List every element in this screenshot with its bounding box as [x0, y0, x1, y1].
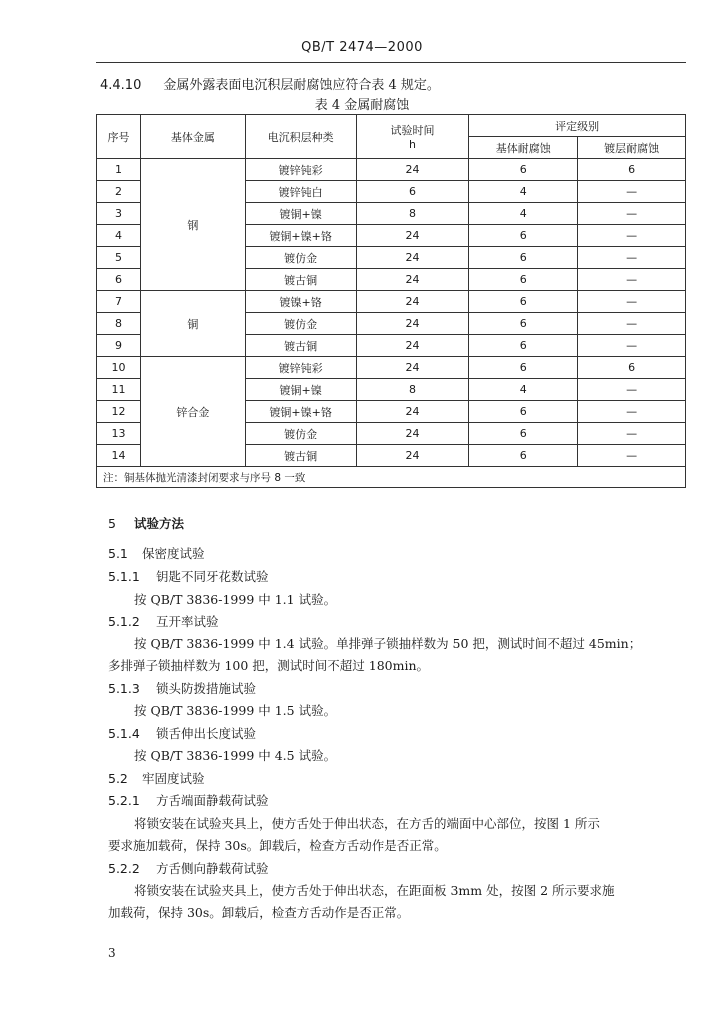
- section-number: 5.1.2: [108, 614, 140, 629]
- cell-coating-rating: 6: [578, 159, 686, 181]
- section-heading: [108, 544, 205, 562]
- corrosion-table: [96, 114, 686, 488]
- cell-seq: 3: [97, 203, 141, 225]
- cell-seq: 5: [97, 247, 141, 269]
- page-header: QB/T 2474—2000: [301, 40, 423, 55]
- cell-coating-rating: —: [578, 269, 686, 291]
- cell-coating: 镀古铜: [245, 269, 356, 291]
- section-title: 互开率试验: [156, 614, 219, 629]
- section-number: 5.1.3: [108, 681, 140, 696]
- table-row: [97, 291, 686, 313]
- cell-seq: 8: [97, 313, 141, 335]
- section-number: 5.2.2: [108, 861, 140, 876]
- section-title: 牢固度试验: [142, 771, 205, 786]
- paragraph-line: 按 QB/T 3836-1999 中 1.4 试验。单排弹子锁抽样数为 50 把，测试时间不超过 45min；: [134, 636, 642, 651]
- section-title: 锁头防拨措施试验: [156, 681, 257, 696]
- paragraph-line: 按 QB/T 3836-1999 中 1.5 试验。: [134, 703, 337, 718]
- clause-text: 金属外露表面电沉积层耐腐蚀应符合表 4 规定。: [163, 78, 440, 93]
- cell-base-rating: 6: [469, 225, 578, 247]
- clause-number: 4.4.10: [100, 78, 142, 93]
- section-title: 保密度试验: [142, 546, 205, 561]
- cell-seq: 9: [97, 335, 141, 357]
- cell-base-rating: 6: [469, 401, 578, 423]
- cell-time: 8: [356, 379, 469, 401]
- cell-coating: 镀锌钝白: [245, 181, 356, 203]
- table-row: [97, 159, 686, 181]
- section-title: 方舌端面静载荷试验: [156, 793, 269, 808]
- cell-coating: 镀铜+镍+铬: [245, 225, 356, 247]
- cell-coating-rating: —: [578, 379, 686, 401]
- cell-base-rating: 6: [469, 423, 578, 445]
- section-heading: [108, 567, 269, 585]
- paragraph-line: 多排弹子锁抽样数为 100 把，测试时间不超过 180min。: [108, 658, 430, 673]
- cell-coating: 镀镍+铬: [245, 291, 356, 313]
- cell-coating: 镀仿金: [245, 313, 356, 335]
- cell-coating-rating: —: [578, 181, 686, 203]
- cell-seq: 12: [97, 401, 141, 423]
- cell-coating: 镀铜+镍: [245, 203, 356, 225]
- cell-seq: 7: [97, 291, 141, 313]
- section-number: 5.2: [108, 771, 128, 786]
- cell-time: 24: [356, 291, 469, 313]
- paragraph-line: 按 QB/T 3836-1999 中 1.1 试验。: [134, 592, 337, 607]
- cell-base-metal: 钢: [140, 159, 245, 291]
- cell-coating-rating: —: [578, 291, 686, 313]
- cell-base-metal: 铜: [140, 291, 245, 357]
- cell-time: 24: [356, 269, 469, 291]
- header-test-time: [356, 115, 469, 159]
- cell-coating: 镀锌钝彩: [245, 159, 356, 181]
- table-row: [97, 357, 686, 379]
- cell-coating: 镀铜+镍: [245, 379, 356, 401]
- table-body: [97, 159, 686, 467]
- cell-seq: 10: [97, 357, 141, 379]
- section-heading: [108, 612, 219, 630]
- cell-seq: 1: [97, 159, 141, 181]
- cell-coating-rating: —: [578, 401, 686, 423]
- table-note: 注：铜基体抛光清漆封闭要求与序号 8 一致: [97, 467, 686, 488]
- cell-coating-rating: —: [578, 313, 686, 335]
- section-heading: [108, 724, 256, 742]
- cell-coating-rating: 6: [578, 357, 686, 379]
- paragraph-line: 将锁安装在试验夹具上，使方舌处于伸出状态，在距面板 3mm 处，按图 2 所示要求施: [134, 883, 615, 898]
- paragraph-line: 要求施加载荷，保持 30s。卸载后，检查方舌动作是否正常。: [108, 838, 447, 853]
- section-number: 5: [108, 516, 116, 531]
- cell-coating-rating: —: [578, 445, 686, 467]
- section-heading: [108, 769, 205, 787]
- cell-base-rating: 6: [469, 269, 578, 291]
- cell-seq: 6: [97, 269, 141, 291]
- cell-time: 24: [356, 401, 469, 423]
- header-rating: 评定级别: [469, 115, 686, 137]
- cell-coating: 镀仿金: [245, 423, 356, 445]
- header-base-metal: 基体金属: [140, 115, 245, 159]
- header-test-time-unit: h: [408, 138, 416, 151]
- cell-base-rating: 4: [469, 181, 578, 203]
- cell-base-rating: 6: [469, 335, 578, 357]
- cell-seq: 4: [97, 225, 141, 247]
- cell-seq: 11: [97, 379, 141, 401]
- header-coating-type: 电沉积层种类: [245, 115, 356, 159]
- cell-coating: 镀仿金: [245, 247, 356, 269]
- header-base-corrosion: 基体耐腐蚀: [469, 137, 578, 159]
- cell-base-rating: 6: [469, 445, 578, 467]
- section-number: 5.2.1: [108, 793, 140, 808]
- cell-base-rating: 6: [469, 291, 578, 313]
- cell-base-rating: 4: [469, 379, 578, 401]
- header-test-time-label: 试验时间: [390, 124, 435, 137]
- cell-coating: 镀古铜: [245, 335, 356, 357]
- cell-seq: 13: [97, 423, 141, 445]
- paragraph-line: 加载荷，保持 30s。卸载后，检查方舌动作是否正常。: [108, 905, 410, 920]
- paragraph-line: 将锁安装在试验夹具上，使方舌处于伸出状态，在方舌的端面中心部位，按图 1 所示: [134, 816, 600, 831]
- cell-coating-rating: —: [578, 225, 686, 247]
- clause-4-4-10: [100, 74, 440, 93]
- cell-seq: 14: [97, 445, 141, 467]
- cell-time: 24: [356, 423, 469, 445]
- section-number: 5.1.4: [108, 726, 140, 741]
- section-heading: [108, 514, 184, 532]
- cell-coating-rating: —: [578, 335, 686, 357]
- section-number: 5.1: [108, 546, 128, 561]
- header-coating-corrosion: 镀层耐腐蚀: [578, 137, 686, 159]
- paragraph-line: 按 QB/T 3836-1999 中 4.5 试验。: [134, 748, 337, 763]
- cell-coating: 镀铜+镍+铬: [245, 401, 356, 423]
- cell-coating-rating: —: [578, 423, 686, 445]
- cell-base-rating: 6: [469, 313, 578, 335]
- section-title: 试验方法: [134, 516, 185, 531]
- cell-base-rating: 6: [469, 159, 578, 181]
- cell-time: 24: [356, 159, 469, 181]
- table-caption: 表 4 金属耐腐蚀: [314, 98, 410, 113]
- cell-base-rating: 6: [469, 357, 578, 379]
- cell-time: 6: [356, 181, 469, 203]
- section-number: 5.1.1: [108, 569, 140, 584]
- cell-time: 24: [356, 247, 469, 269]
- cell-base-metal: 锌合金: [140, 357, 245, 467]
- cell-time: 24: [356, 357, 469, 379]
- header-rule: [96, 62, 686, 63]
- cell-base-rating: 4: [469, 203, 578, 225]
- cell-coating-rating: —: [578, 203, 686, 225]
- section-heading: [108, 679, 256, 697]
- cell-seq: 2: [97, 181, 141, 203]
- section-heading: [108, 791, 269, 809]
- cell-coating-rating: —: [578, 247, 686, 269]
- cell-time: 24: [356, 225, 469, 247]
- section-heading: [108, 859, 269, 877]
- cell-base-rating: 6: [469, 247, 578, 269]
- cell-time: 24: [356, 445, 469, 467]
- section-title: 方舌侧向静载荷试验: [156, 861, 269, 876]
- cell-time: 8: [356, 203, 469, 225]
- cell-coating: 镀锌钝彩: [245, 357, 356, 379]
- section-title: 钥匙不同牙花数试验: [156, 569, 269, 584]
- page-number: 3: [108, 946, 116, 960]
- section-title: 锁舌伸出长度试验: [156, 726, 257, 741]
- header-seq: 序号: [97, 115, 141, 159]
- cell-time: 24: [356, 313, 469, 335]
- cell-coating: 镀古铜: [245, 445, 356, 467]
- cell-time: 24: [356, 335, 469, 357]
